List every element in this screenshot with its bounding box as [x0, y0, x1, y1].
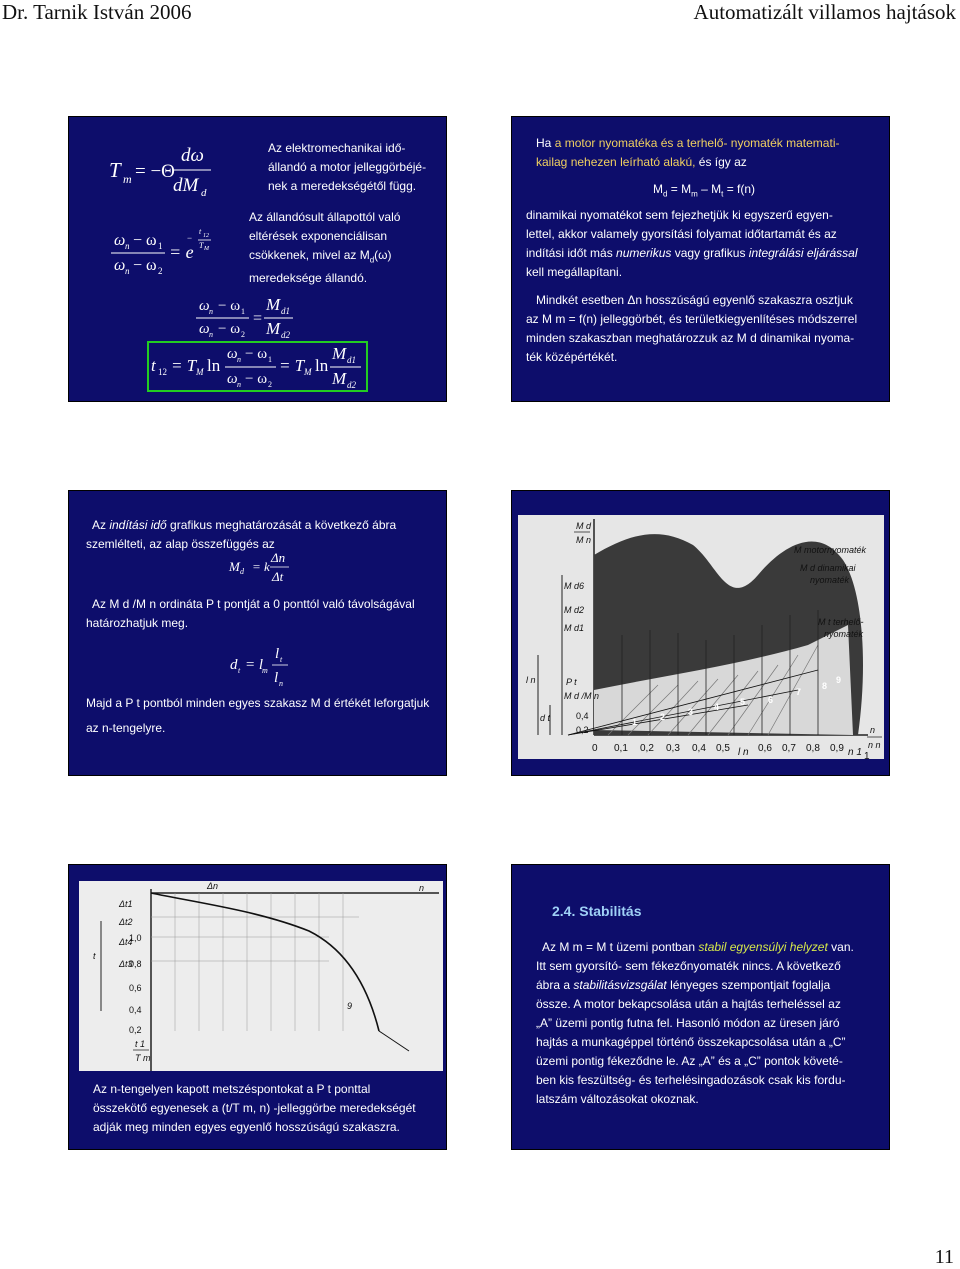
svg-text:n: n [209, 307, 213, 316]
svg-text:0: 0 [592, 743, 598, 754]
svg-text:0,2: 0,2 [640, 743, 654, 754]
svg-text:0,8: 0,8 [129, 959, 142, 969]
slide1-text-1: Az elektromechanikai idő- állandó a motor jelleggörbéjé- nek a meredekségétől függ. [268, 141, 427, 193]
svg-text:n: n [419, 883, 425, 893]
svg-text:− ω: − ω [218, 298, 241, 314]
time-curve-diagram [79, 881, 443, 1071]
header-title: Automatizált villamos hajtások [693, 0, 956, 24]
svg-text:4: 4 [714, 702, 720, 712]
svg-text:0,6: 0,6 [129, 983, 142, 993]
svg-text:Δt2: Δt2 [119, 917, 133, 927]
svg-text:n: n [125, 241, 130, 251]
svg-text:2: 2 [241, 330, 245, 339]
svg-text:1: 1 [632, 717, 638, 727]
svg-text:d2: d2 [347, 380, 356, 390]
svg-text:P t: P t [566, 677, 577, 687]
svg-text:0,1: 0,1 [614, 743, 628, 754]
svg-text:M motornyomaték: M motornyomaték [794, 545, 867, 555]
svg-text:12: 12 [158, 367, 167, 377]
svg-text:l n: l n [738, 747, 749, 758]
svg-text:t: t [199, 227, 202, 236]
svg-text:M t terhelő-: M t terhelő- [818, 617, 864, 627]
svg-text:M d /M n: M d /M n [564, 691, 600, 701]
eq1-T: T [109, 158, 121, 182]
svg-text:1: 1 [268, 355, 272, 364]
svg-text:ln: ln [207, 356, 221, 375]
svg-text:= k: = k [252, 559, 270, 574]
svg-text:− ω: − ω [218, 321, 241, 337]
eq3-eq: = [253, 310, 263, 327]
slide2-para-3: Mindkét esetben Δn hosszúságú egyenlő szakaszra osztjuk az M m = f(n) jelleggörbét, és területkiegyenlítéses módszerrel minden szakaszban meghatározzuk az M d dinamikai nyoma- ték középértékét. [526, 293, 858, 364]
svg-text:M d1: M d1 [564, 623, 585, 633]
slide-time-curve [69, 865, 446, 1149]
svg-text:M: M [204, 246, 209, 252]
svg-text:Δt: Δt [272, 569, 284, 584]
svg-text:n n: n n [868, 740, 881, 750]
svg-text:d1: d1 [347, 355, 356, 365]
svg-text:0,9: 0,9 [830, 743, 844, 754]
svg-text:7: 7 [796, 687, 802, 697]
svg-text:0,2: 0,2 [129, 1025, 142, 1035]
svg-text:ln: ln [315, 356, 329, 375]
svg-text:M: M [304, 367, 312, 377]
svg-text:0,3: 0,3 [666, 743, 680, 754]
svg-text:n: n [279, 679, 283, 688]
svg-text:12: 12 [203, 233, 209, 239]
slide5-text: Az n-tengelyen kapott metszéspontokat a P t ponttal összekötő egyenesek a (t/T m, n) -jelleggörbe meredekségét adják meg minden egyes egyenlő hosszúságú szakaszra. [93, 1082, 416, 1134]
svg-text:0,7: 0,7 [782, 743, 796, 754]
svg-text:T m: T m [135, 1053, 151, 1063]
eq1-den-sub: d [201, 187, 207, 199]
eq3-Md2: M [266, 319, 281, 338]
svg-text:Δt4: Δt4 [119, 937, 133, 947]
svg-text:ω: ω [227, 371, 238, 387]
svg-text:Δn: Δn [207, 881, 219, 891]
slide3-para-2: Az M d /M n ordináta P t pontját a 0 ponttól való távolságával határozhatjuk meg. [86, 597, 415, 630]
svg-text:M n: M n [576, 535, 592, 545]
svg-text:M d6: M d6 [564, 581, 585, 591]
svg-text:1: 1 [158, 241, 163, 251]
svg-text:0,8: 0,8 [806, 743, 820, 754]
svg-text:0,4: 0,4 [692, 743, 706, 754]
svg-text:Δt1: Δt1 [119, 899, 133, 909]
svg-text:− ω: − ω [133, 257, 157, 274]
svg-text:0,4: 0,4 [576, 711, 589, 721]
slide-graphical-start-time [69, 491, 446, 775]
svg-text:1: 1 [241, 307, 245, 316]
svg-text:9: 9 [347, 1001, 353, 1011]
svg-text:2: 2 [660, 712, 666, 722]
svg-text:d t: d t [540, 713, 551, 723]
svg-text:3: 3 [688, 707, 694, 717]
svg-text:2: 2 [268, 380, 272, 389]
svg-text:M: M [332, 369, 347, 388]
svg-text:− ω: − ω [245, 346, 268, 362]
slide6-text: Az M m = M t üzemi pontban stabil egyensúlyi helyzet van. Itt sem gyorsító- sem fékezőnyomaték nincs. A következő ábra a stabilitásvizsgálat lényeges szempontjait foglalja össze. A motor bekapcsolása után a hajtás terheléssel az „A” üzemi pontig futna fel. Hasonló módon az üresen járó hajtás a munkagéppel történő összekapcsolása után a „C” üzemi pontig fékeződne le. Az „A” és a „C” pontok követé- ben kis feszültség- és terhelésingadozások csak kis fordu- latszám változásokat okoznak. [536, 940, 854, 1106]
slide6-title: 2.4. Stabilitás [552, 903, 642, 919]
svg-text:M: M [229, 559, 240, 574]
svg-text:ω: ω [114, 232, 126, 249]
svg-text:l: l [275, 646, 280, 662]
svg-text:= l: = l [245, 657, 264, 673]
svg-text:T: T [199, 241, 204, 250]
slide3-para-3: Majd a P t pontból minden egyes szakasz M d értékét leforgatjuk az n-tengelyre. [86, 696, 430, 735]
svg-text:l: l [274, 670, 279, 686]
svg-text:ω: ω [199, 298, 210, 314]
svg-text:t 1: t 1 [135, 1039, 146, 1049]
svg-text:d2: d2 [281, 330, 290, 340]
slide-stability [512, 865, 889, 1149]
eq4-t: t [151, 356, 156, 375]
eq1-num: dω [181, 145, 204, 166]
svg-text:n: n [237, 355, 241, 364]
svg-text:nyomaték: nyomaték [810, 575, 850, 585]
svg-text:Δn: Δn [271, 550, 286, 565]
torque-diagram [518, 515, 884, 759]
svg-text:8: 8 [822, 681, 828, 691]
svg-text:n: n [237, 380, 241, 389]
svg-text:t: t [238, 666, 241, 675]
svg-text:M: M [196, 367, 204, 377]
svg-text:nyomaték: nyomaték [824, 629, 864, 639]
svg-text:0,5: 0,5 [716, 743, 730, 754]
page-number: 11 [934, 1246, 954, 1268]
svg-text:d: d [240, 567, 244, 576]
svg-text:− ω: − ω [133, 232, 157, 249]
eq1-T-sub: m [123, 172, 132, 186]
svg-text:1,0: 1,0 [129, 933, 142, 943]
svg-text:ω: ω [227, 346, 238, 362]
svg-text:n: n [209, 330, 213, 339]
svg-text:d: d [230, 657, 238, 673]
svg-text:6: 6 [768, 695, 774, 705]
svg-text:Δt3: Δt3 [119, 959, 133, 969]
svg-text:1: 1 [864, 751, 870, 759]
eq3-Md1: M [266, 295, 281, 314]
slide2-equation: $M_d = M_m - M_t = f(n)$ [653, 182, 756, 199]
eq1-rhs: = −Θ [135, 161, 175, 182]
svg-text:0,2: 0,2 [576, 725, 589, 735]
eq2-e: = e [169, 242, 194, 262]
eq4-TM: = T [171, 356, 197, 375]
svg-text:2: 2 [158, 266, 163, 276]
eq4-TM2: = T [279, 356, 305, 375]
svg-text:ω: ω [199, 321, 210, 337]
slide3-intro: Az indítási idő grafikus meghatározását a következő ábra szemlélteti, az alap összefüggés az [86, 518, 397, 551]
svg-text:9: 9 [836, 675, 842, 685]
svg-text:ω: ω [114, 257, 126, 274]
svg-text:l n: l n [526, 675, 536, 685]
svg-text:5: 5 [740, 697, 746, 707]
slide-torque-diagram [512, 491, 889, 775]
svg-text:−: − [187, 233, 193, 243]
slide-numeric-integration [512, 117, 889, 401]
svg-text:M d: M d [576, 521, 592, 531]
header-author: Dr. Tarnik István 2006 [2, 0, 192, 24]
svg-text:− ω: − ω [245, 371, 268, 387]
slide2-para-2: dinamikai nyomatékot sem fejezhetjük ki egyszerű egyen- lettel, akkor valamely gyorsítási folyamat időtartamát és az indítási időt más numerikus vagy grafikus integrálási eljárással kell megállapítani. [526, 208, 858, 279]
svg-text:d1: d1 [281, 306, 290, 316]
eq1-den: dM [173, 175, 199, 196]
svg-text:t: t [280, 655, 283, 664]
svg-text:m: m [262, 666, 268, 675]
slide2-intro: Ha a motor nyomatéka és a terhelő- nyomaték matemati- kailag nehezen leírható alakú, és így az [536, 136, 840, 169]
svg-text:0,6: 0,6 [758, 743, 772, 754]
svg-text:n 1: n 1 [848, 747, 862, 758]
svg-text:n: n [125, 266, 130, 276]
svg-text:M: M [332, 344, 347, 363]
svg-text:t: t [93, 951, 96, 961]
slide1-text-2: Az állandósult állapottól való eltérések exponenciálisan csökkenek, mivel az $M_d(\omega)$ meredeksége állandó. [249, 210, 401, 286]
svg-text:M d2: M d2 [564, 605, 585, 615]
svg-text:0,4: 0,4 [129, 1005, 142, 1015]
svg-text:n: n [870, 725, 876, 735]
svg-text:M d dinamikai: M d dinamikai [800, 563, 856, 573]
slide-time-constant [69, 117, 446, 401]
